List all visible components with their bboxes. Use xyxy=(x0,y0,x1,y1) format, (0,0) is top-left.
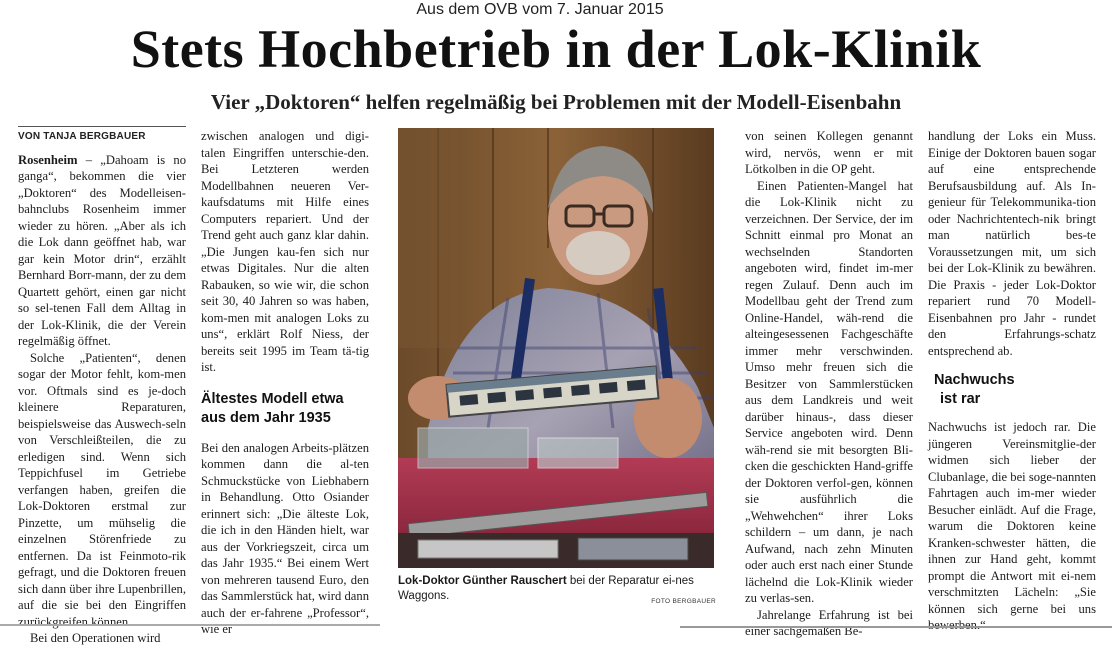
paragraph: Jahrelange Erfahrung ist bei einer sachgemäßen Be- xyxy=(745,607,913,638)
paragraph xyxy=(18,152,186,350)
paragraph: Einen Patienten-Mangel hat die Lok-Klinik nicht zu verzeichnen. Der Service, der im Schnitt einmal pro Monat an wechselnden Standorten angeboten wird, findet im-mer regen Zulauf. Denn auch im Modellbau geht der Trend zum Online-Handel, wäh-rend die alteingesessenen Fachgeschäfte immer mehr verschwinden. Umso mehr freuen sich die Besitzer von Sammlerstücken aus dem Landkreis und weit darüber hinaus-, dass dieser Service angeboten wird. Denn wäh-rend sie mit besorgten Bli-cken die geschickten Hand-griffe der Doktoren verfol-gen, können sie ausführlich die „Wehwehchen“ ihrer Loks schildern – um dann, je nach Aufwand, nach zehn Minuten oder auch erst nach einer Stunde lächelnd die Lok-Klinik wieder zu verlas-sen. xyxy=(745,178,913,605)
subheading-line-2: ist rar xyxy=(940,391,981,407)
paragraph: Bei den analogen Arbeits-plätzen kommen dann die al-ten Schmuckstücke von Liebhabern in Behandlung. Otto Osiander erinnert sich: „Die älteste Lok, die ich in den Händen hielt, war aus der Vorkriegszeit, circa um das Jahr 1935.“ Bei einem Wert von mehreren tausend Euro, den das Sammlerstück hat, wird dann auch der er-fahrene „Professor“, wie er xyxy=(201,440,369,636)
photo-caption xyxy=(398,574,716,604)
photo-illustration xyxy=(398,128,714,568)
bottom-rule xyxy=(680,626,1112,628)
paragraph: Nachwuchs ist jedoch rar. Die jüngeren Vereinsmitglie-der widmen sich lieber der Clubanlage, die bei soge-nannten Fahrtagen auch im-mer wieder Besucher einlädt. Auf die Frage, warum die Doktoren keine Kranken-schwester hätten, die ihnen zur Hand geht, kommt prompt die Antwort mit ei-nem verschmitzten Lächeln: „Sie können sich gerne bei uns bewerben.“ xyxy=(928,420,1096,632)
byline: VON TANJA BERGBAUER xyxy=(18,126,186,146)
article-photo xyxy=(398,128,714,568)
section-subheading xyxy=(934,371,1096,409)
headline: Stets Hochbetrieb in der Lok-Klinik xyxy=(130,19,982,79)
bottom-rule xyxy=(0,624,380,626)
caption-name: Lok-Doktor Günther Rauschert xyxy=(398,575,567,587)
article-column-2 xyxy=(201,128,369,638)
source-line: Aus dem OVB vom 7. Januar 2015 xyxy=(416,1,664,18)
subheadline: Vier „Doktoren“ helfen regelmäßig bei Problemen mit der Modell-Eisenbahn xyxy=(210,90,902,114)
paragraph: von seinen Kollegen genannt wird, nervös, wenn er mit Lötkolben in die OP geht. xyxy=(745,129,913,176)
photo-credit: FOTO BERGBAUER xyxy=(651,598,716,605)
paragraph: zwischen analogen und digi-talen Eingriffen unterschie-den. Bei Letzteren werden Modellbahnen neueren Ver-kaufsdatums mit Hilfe eines Computers repariert. Und der Trend geht auch ganz klar dahin. „Die Jungen kau-fen sich nur etwas Digitales. Nur die alten Rabauken, so wie wir, die schon seit 30, 40 Jahren so was haben, kom-men mit analogen Loks zu uns“, erklärt Rolf Niess, der bereits seit 1995 im Team tä-tig ist. xyxy=(201,129,369,374)
section-subheading: Ältestes Modell etwa aus dem Jahr 1935 xyxy=(201,390,344,426)
dateline: Rosenheim xyxy=(18,152,78,167)
article-column-1 xyxy=(18,126,186,647)
paragraph-text: – „Dahoam is no ganga“, bekommen die vier „Doktoren“ des Modelleisen-bahnclubs Rosenheim immer wieder zu hören. „Aber als ich die Lok dann geöffnet hab, war gar kein Motor drin“, erzählt Bernhard Borr-mann, der zu dem Quartett gehört, einen gar nicht so sel-tenen Fall dem Alltag in der Lok-Klinik, die der Verein regelmäßig öffnet. xyxy=(18,152,186,348)
paragraph: Solche „Patienten“, denen sogar der Motor fehlt, kom-men vor. Oftmals sind es je-doch kleinere Reparaturen, beispielsweise das Auswech-seln von Verschleißteilen, die zu erledigen sind. Wenn sich Teppichfusel im Getriebe verfangen haben, greifen die Lok-Doktoren erstmal zur Pinzette, um mühselig die einzelnen Störenfriede zu entfernen. Da ist Feinmoto-rik gefragt, und die Doktoren freuen sich dann über ihre Lupenbrillen, auf die sie bei den Eingriffen zurückgreifen können. xyxy=(18,350,186,629)
article-column-3 xyxy=(745,128,913,640)
paragraph: Bei den Operationen wird xyxy=(30,631,161,645)
article-column-4 xyxy=(928,128,1096,634)
caption-text: bei der Reparatur ei-nes Waggons. xyxy=(398,575,694,602)
subheading-line-1: Nachwuchs xyxy=(934,372,1015,388)
paragraph: handlung der Loks ein Muss. Einige der Doktoren bauen sogar auf eine entsprechende Berufsausbildung auf. Als In-genieur für Telekommunika-tion oder Nachrichtentech-nik bringt man natürlich bes-te Voraussetzungen mit, um sich bei der Lok-Klinik zu bewähren. Die Praxis - jeder Lok-Doktor repariert rund 70 Modell-Eisenbahnen pro Jahr - rundet den Erfahrungs-schatz entsprechend ab. xyxy=(928,129,1096,358)
